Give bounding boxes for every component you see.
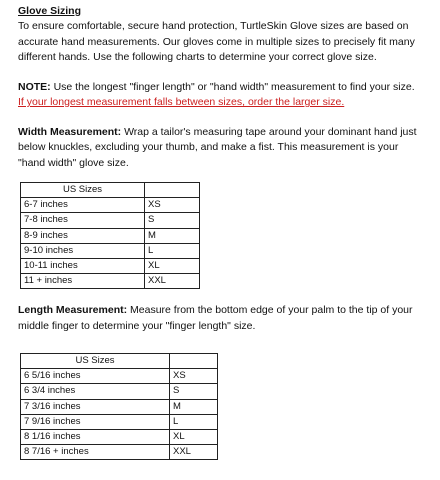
size-cell: XS (170, 369, 218, 384)
size-cell: S (170, 384, 218, 399)
size-cell: S (145, 213, 200, 228)
table-row (21, 384, 218, 399)
size-cell: XXL (170, 445, 218, 460)
table-row (21, 274, 200, 289)
table-row (21, 445, 218, 460)
note-text: Use the longest "finger length" or "hand width" measurement to find your size. (50, 80, 415, 93)
measure-cell: 8-9 inches (21, 228, 145, 243)
size-cell: L (145, 243, 200, 258)
width-size-table (20, 182, 200, 289)
glove-sizing-document (18, 4, 428, 171)
size-cell: XL (145, 258, 200, 273)
table-row (21, 213, 200, 228)
measure-cell: 6 3/4 inches (21, 384, 170, 399)
measure-cell: 9-10 inches (21, 243, 145, 258)
measure-cell: 7 3/16 inches (21, 399, 170, 414)
size-cell: XL (170, 429, 218, 444)
table-row (21, 198, 200, 213)
table-row (21, 258, 200, 273)
table-row (21, 399, 218, 414)
length-text: Measure from the bottom edge of your palm to the tip of your middle finger to determine your "finger length" size. (18, 304, 413, 332)
length-label: Length Measurement: (18, 304, 128, 316)
note-warning: If your longest measurement falls between sizes, order the larger size. (18, 96, 345, 108)
table-header-empty (170, 354, 218, 369)
note-paragraph (18, 80, 428, 96)
table-row (21, 243, 200, 258)
table-row (21, 369, 218, 384)
length-size-table (20, 353, 218, 460)
measure-cell: 6 5/16 inches (21, 369, 170, 384)
size-cell: M (145, 228, 200, 243)
size-cell: L (170, 414, 218, 429)
table-header: US Sizes (21, 354, 170, 369)
measure-cell: 8 7/16 + inches (21, 445, 170, 460)
table-row (21, 429, 218, 444)
table-row (21, 228, 200, 243)
intro-paragraph: To ensure comfortable, secure hand protection, TurtleSkin Glove sizes are based on accurate hand measurements. Our gloves come in multiple sizes to precisely fit many different hands. Use the following charts to determine your correct glove size. (18, 20, 415, 63)
size-cell: M (170, 399, 218, 414)
table-row (21, 414, 218, 429)
table-header-row (21, 354, 218, 369)
width-text: Wrap a tailor's measuring tape around your dominant hand just below knuckles, excluding your thumb, and make a fist. This measurement is your "hand width" glove size. (18, 125, 417, 169)
table-header-empty (145, 183, 200, 198)
size-cell: XS (145, 198, 200, 213)
length-paragraph (18, 303, 428, 334)
table-header: US Sizes (21, 183, 145, 198)
measure-cell: 11 + inches (21, 274, 145, 289)
width-paragraph (18, 125, 428, 172)
measure-cell: 8 1/16 inches (21, 429, 170, 444)
width-label: Width Measurement: (18, 125, 122, 138)
measure-cell: 10-11 inches (21, 258, 145, 273)
length-section (18, 303, 428, 334)
note-label: NOTE: (18, 80, 51, 93)
size-cell: XXL (145, 274, 200, 289)
page-title: Glove Sizing (18, 5, 82, 17)
measure-cell: 7 9/16 inches (21, 414, 170, 429)
table-header-row (21, 183, 200, 198)
measure-cell: 6-7 inches (21, 198, 145, 213)
measure-cell: 7-8 inches (21, 213, 145, 228)
